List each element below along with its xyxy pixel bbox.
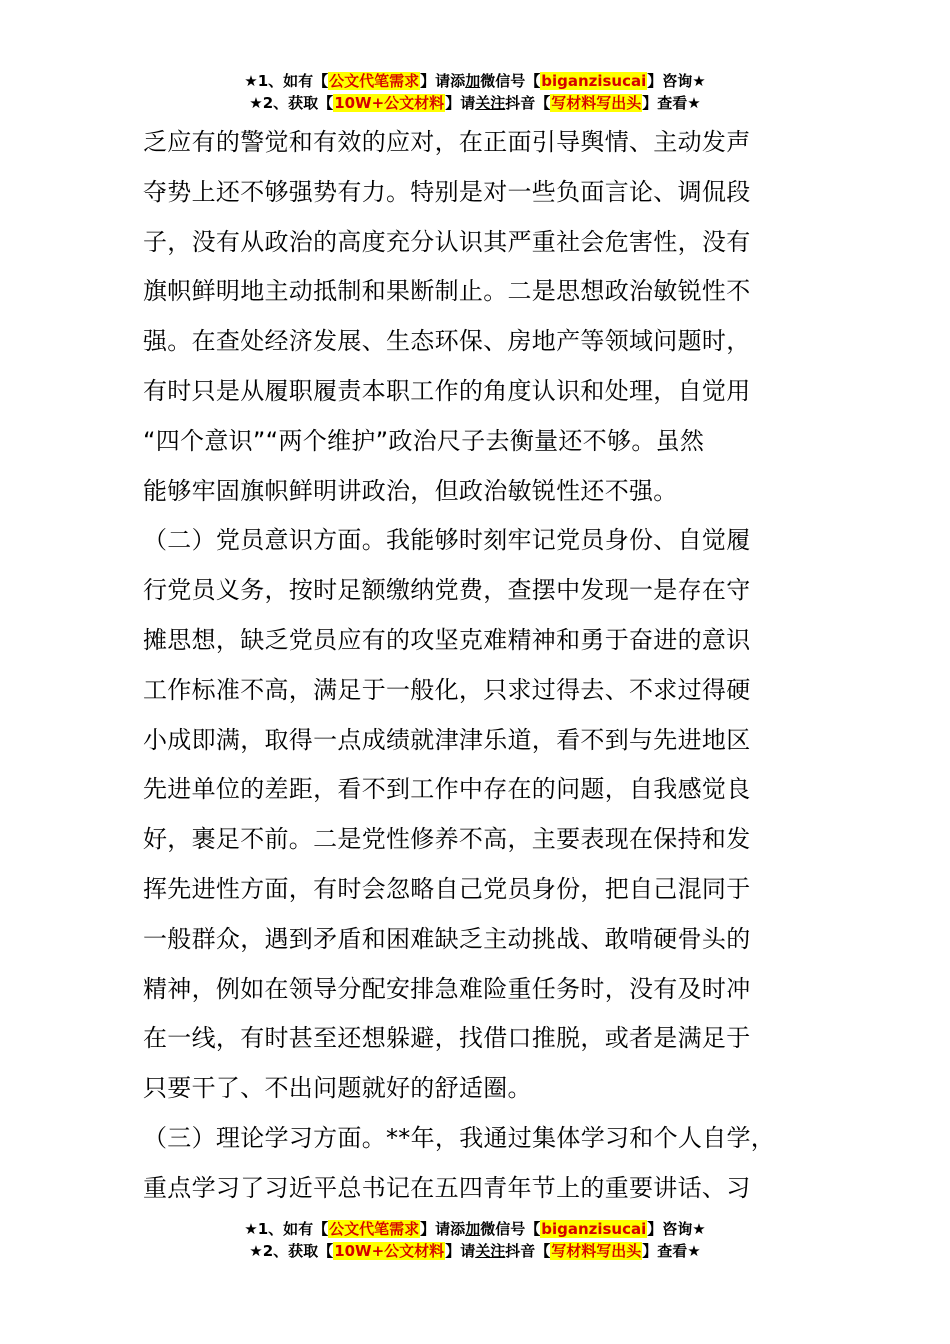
star-icon: ★	[244, 72, 258, 90]
highlight-text: 10W+公文材料	[334, 94, 445, 112]
body-line: 能够牢固旗帜鲜明讲政治，但政治敏锐性还不强。	[143, 476, 678, 505]
highlight-text: 公文代笔需求	[329, 1220, 420, 1238]
banner-text: 2、获取【	[262, 1242, 334, 1260]
banner-line-1	[0, 70, 950, 92]
star-icon: ★	[244, 1220, 258, 1238]
banner-line-2	[0, 1240, 950, 1262]
body-line: 夺势上还不够强势有力。特别是对一些负面言论、调侃段	[143, 177, 751, 206]
banner-text: 1、如有【	[257, 72, 329, 90]
top-banner	[0, 70, 950, 114]
bottom-banner	[0, 1218, 950, 1262]
banner-text: 微信号【	[480, 72, 541, 90]
body-line: 精神，例如在领导分配安排急难险重任务时，没有及时冲	[143, 974, 751, 1003]
douyin-id-highlight: 写材料写出头	[551, 94, 642, 112]
banner-text: 】请添	[420, 1220, 466, 1238]
body-line: （三）理论学习方面。**年，我通过集体学习和个人自学，	[143, 1123, 776, 1152]
body-line: 在一线，有时甚至还想躲避，找借口推脱，或者是满足于	[143, 1024, 751, 1053]
body-line: 小成即满，取得一点成绩就津津乐道，看不到与先进地区	[143, 725, 751, 754]
highlight-text: 公文代笔需求	[329, 72, 420, 90]
document-body	[143, 118, 813, 1214]
body-line: 先进单位的差距，看不到工作中存在的问题，自我感觉良	[143, 775, 751, 804]
banner-line-1	[0, 1218, 950, 1240]
underlined-text: 加	[465, 72, 481, 90]
underlined-text: 关注	[475, 94, 506, 112]
body-line: “四个意识”“两个维护”政治尺子去衡量还不够。虽然	[143, 426, 705, 455]
body-line: 摊思想，缺乏党员应有的攻坚克难精神和勇于奋进的意识	[143, 625, 751, 654]
body-line: 有时只是从履职履责本职工作的角度认识和处理，自觉用	[143, 376, 751, 405]
banner-text: 1、如有【	[257, 1220, 329, 1238]
body-line: 好，裹足不前。二是党性修养不高，主要表现在保持和发	[143, 825, 751, 854]
highlight-text: 10W+公文材料	[334, 1242, 445, 1260]
body-line: 只要干了、不出问题就好的舒适圈。	[143, 1074, 532, 1103]
star-icon: ★	[249, 1242, 263, 1260]
banner-text: 】咨询★	[647, 1220, 706, 1238]
banner-text: 抖音【	[505, 94, 551, 112]
body-line: 旗帜鲜明地主动抵制和果断制止。二是思想政治敏锐性不	[143, 277, 751, 306]
body-line: （二）党员意识方面。我能够时刻牢记党员身份、自觉履	[143, 526, 751, 555]
banner-line-2	[0, 92, 950, 114]
banner-text: 】请	[445, 94, 476, 112]
body-line: 工作标准不高，满足于一般化，只求过得去、不求过得硬	[143, 675, 751, 704]
banner-text: 】查看★	[642, 1242, 701, 1260]
banner-text: 2、获取【	[262, 94, 334, 112]
banner-text: 】查看★	[642, 94, 701, 112]
body-line: 乏应有的警觉和有效的应对，在正面引导舆情、主动发声	[143, 128, 751, 156]
underlined-text: 关注	[475, 1242, 506, 1260]
body-line: 一般群众，遇到矛盾和困难缺乏主动挑战、敢啃硬骨头的	[143, 924, 751, 953]
star-icon: ★	[249, 94, 263, 112]
banner-text: 抖音【	[505, 1242, 551, 1260]
douyin-id-highlight: 写材料写出头	[551, 1242, 642, 1260]
body-line: 行党员义务，按时足额缴纳党费，查摆中发现一是存在守	[143, 576, 751, 605]
body-line: 子，没有从政治的高度充分认识其严重社会危害性，没有	[143, 227, 751, 256]
banner-text: 】请	[445, 1242, 476, 1260]
banner-text: 】请添	[420, 72, 466, 90]
wechat-id-highlight: biganzisucai	[541, 1220, 647, 1238]
body-line: 挥先进性方面，有时会忽略自己党员身份，把自己混同于	[143, 874, 751, 903]
body-line: 强。在查处经济发展、生态环保、房地产等领域问题时，	[143, 327, 751, 356]
underlined-text: 加	[465, 1220, 481, 1238]
banner-text: 】咨询★	[647, 72, 706, 90]
wechat-id-highlight: biganzisucai	[541, 72, 647, 90]
body-line: 重点学习了习近平总书记在五四青年节上的重要讲话、习	[143, 1173, 751, 1202]
banner-text: 微信号【	[480, 1220, 541, 1238]
